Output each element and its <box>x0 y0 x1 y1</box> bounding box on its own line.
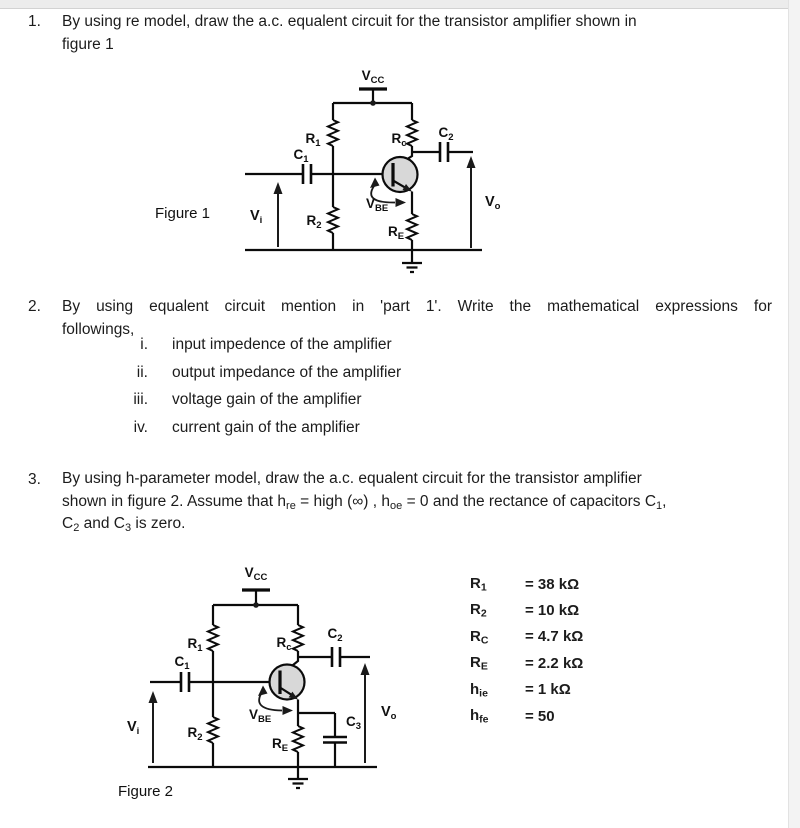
value-subscript: E <box>480 660 488 673</box>
transistor <box>383 157 418 192</box>
list-item <box>110 414 401 442</box>
capacitor-c3 <box>323 737 347 743</box>
value-amount: = 10 kΩ <box>525 602 580 620</box>
subscript: oe <box>390 499 403 512</box>
resistor-rc <box>293 625 303 651</box>
resistor-r1 <box>328 120 338 146</box>
rc-label: $R_c$ <box>391 131 407 149</box>
vi-arrow <box>149 691 158 763</box>
c2-label: $C_2$ <box>327 626 343 644</box>
question-1-number: 1. <box>28 13 41 30</box>
list-text: current gain of the amplifier <box>172 419 360 437</box>
question-3-line-2 <box>62 491 774 514</box>
wires <box>148 590 377 779</box>
vi-label: $V_i$ <box>250 208 263 226</box>
re-label: $R_E$ <box>387 224 405 242</box>
value-row <box>470 597 583 623</box>
value-label <box>470 628 525 647</box>
value-row <box>470 703 583 729</box>
vo-arrow <box>467 156 476 248</box>
figure-1-caption: Figure 1 <box>155 205 211 222</box>
question-2-number: 2. <box>28 298 41 315</box>
value-subscript: 2 <box>480 607 487 620</box>
vi-arrow <box>274 182 283 247</box>
list-numeral: ii. <box>136 363 148 381</box>
c2-label: $C_2$ <box>438 125 454 143</box>
subscript: 3 <box>125 522 132 534</box>
question-3-line-3 <box>62 513 774 536</box>
vi-label: $V_i$ <box>127 719 140 737</box>
text-part: = 0 and the rectance of capacitors C <box>402 492 657 510</box>
r1-label: $R_1$ <box>187 636 203 654</box>
question-3-line-1: By using h-parameter model, draw the a.c. equalent circuit for the transistor amplifier <box>62 470 642 487</box>
resistor-re <box>407 214 417 240</box>
list-text: input impedence of the amplifier <box>172 336 392 354</box>
value-symbol: h <box>470 680 480 698</box>
list-numeral: i. <box>140 336 148 354</box>
value-subscript: C <box>480 634 489 647</box>
value-subscript: 1 <box>480 581 487 594</box>
list-item <box>110 359 401 387</box>
vbe-label: $V_{BE}$ <box>366 196 389 214</box>
value-amount: = 38 kΩ <box>525 575 580 593</box>
list-item <box>110 386 401 414</box>
value-subscript: fe <box>479 713 489 726</box>
r1-label: $R_1$ <box>305 131 321 149</box>
list-text: voltage gain of the amplifier <box>172 391 362 409</box>
value-amount: = 50 <box>525 707 555 725</box>
vcc-label: $V_{CC}$ <box>361 68 385 86</box>
transistor <box>270 665 305 700</box>
capacitor-c1 <box>181 672 189 692</box>
question-1-line-1: By using re model, draw the a.c. equalent circuit for the transistor amplifier shown in <box>62 13 637 30</box>
value-row <box>470 624 583 650</box>
r2-label: $R_2$ <box>306 213 322 231</box>
resistor-re <box>293 726 303 752</box>
list-item <box>110 331 401 359</box>
question-1-text <box>62 10 768 56</box>
value-amount: = 1 kΩ <box>525 681 571 699</box>
component-values <box>470 571 583 729</box>
capacitor-c2 <box>440 142 448 162</box>
r2-label: $R_2$ <box>187 725 203 743</box>
vcc-label: $V_{CC}$ <box>244 565 268 583</box>
text-part: is zero. <box>131 515 186 532</box>
value-symbol: R <box>470 627 481 645</box>
re-label: $R_E$ <box>271 736 289 754</box>
question-1-line-2: figure 1 <box>62 36 114 53</box>
resistor-r2 <box>208 717 218 743</box>
question-3-text <box>62 468 774 536</box>
vo-label: $V_o$ <box>485 194 501 212</box>
c1-label: $C_1$ <box>174 654 190 672</box>
value-row <box>470 650 583 676</box>
resistor-rc <box>407 120 417 146</box>
c3-label: $C_3$ <box>346 714 362 732</box>
question-2-line-1: By using equalent circuit mention in 'part 1'. Write the mathematical expressions for <box>62 298 772 315</box>
list-text: output impedance of the amplifier <box>172 363 402 381</box>
vo-arrow <box>361 663 370 763</box>
value-symbol: h <box>470 706 480 724</box>
list-numeral: iii. <box>133 391 148 409</box>
figure-1-circuit <box>150 58 520 293</box>
question-3-number: 3. <box>28 471 41 488</box>
value-symbol: R <box>470 574 481 592</box>
list-numeral: iv. <box>133 419 148 437</box>
question-2-list <box>110 331 401 441</box>
vbe-label: $V_{BE}$ <box>249 707 272 725</box>
value-row <box>470 571 583 597</box>
c1-label: $C_1$ <box>293 147 309 165</box>
wires <box>245 89 482 263</box>
subscript: 1 <box>656 499 663 512</box>
resistor-r2 <box>328 207 338 233</box>
rc-label: $R_c$ <box>276 635 292 653</box>
value-label <box>470 575 525 594</box>
text-part: , <box>662 492 667 510</box>
text-part: C <box>62 515 74 532</box>
figure-2-circuit <box>100 550 430 820</box>
value-amount: = 4.7 kΩ <box>525 628 584 646</box>
value-label <box>470 601 525 620</box>
capacitor-c1 <box>303 164 311 184</box>
value-row <box>470 677 583 703</box>
value-symbol: R <box>470 654 481 672</box>
subscript: re <box>286 499 296 512</box>
question-2-line-2: followings, <box>62 321 135 338</box>
value-label <box>470 681 525 700</box>
page-top-edge <box>0 0 800 9</box>
subscript: 2 <box>73 522 80 534</box>
text-part: = high (∞) , h <box>295 492 391 510</box>
value-label <box>470 707 525 726</box>
vo-label: $V_o$ <box>381 704 397 722</box>
value-label <box>470 654 525 673</box>
figure-2-caption: Figure 2 <box>118 783 174 800</box>
capacitor-c2 <box>332 647 340 667</box>
value-symbol: R <box>470 601 481 619</box>
text-part: and C <box>79 515 125 532</box>
ground-symbol <box>402 263 422 272</box>
ground-symbol <box>288 779 308 788</box>
page-right-edge <box>788 0 800 828</box>
text-part: shown in figure 2. Assume that h <box>62 492 287 510</box>
resistor-r1 <box>208 625 218 651</box>
value-subscript: ie <box>479 687 488 699</box>
value-amount: = 2.2 kΩ <box>525 654 584 672</box>
